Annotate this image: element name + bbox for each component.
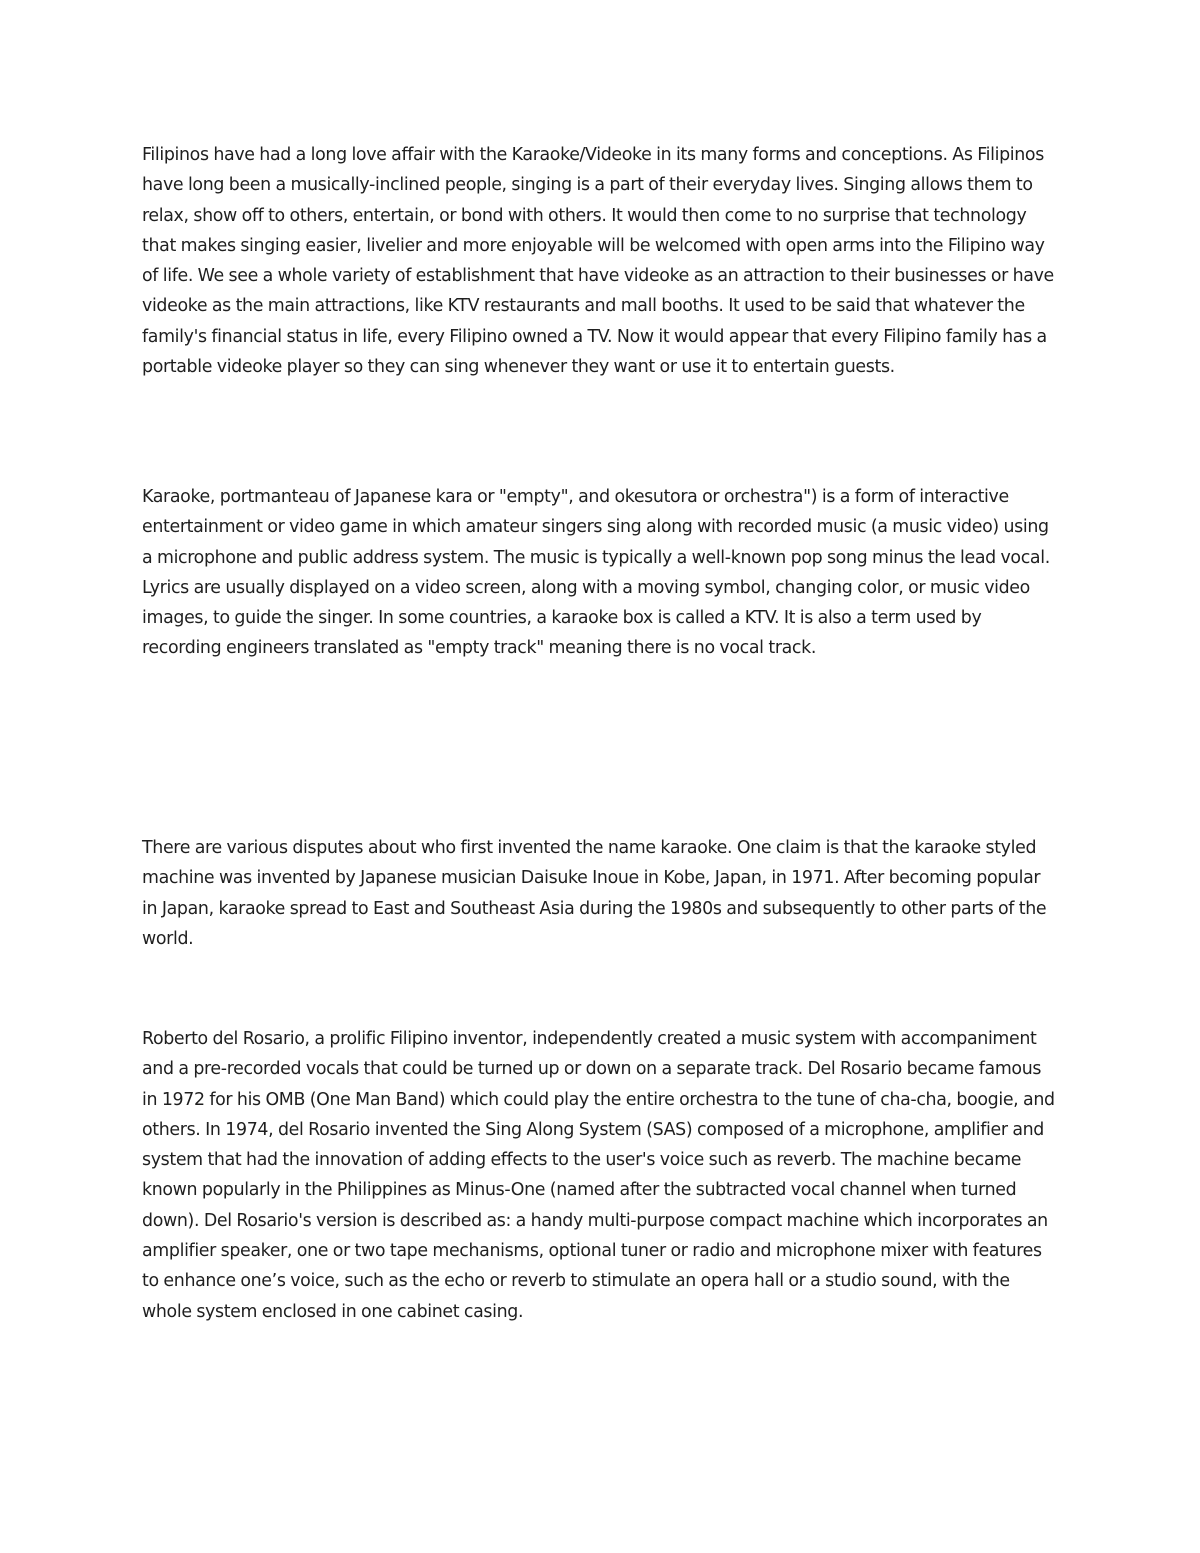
paragraph-del-rosario: Roberto del Rosario, a prolific Filipino inventor, independently created a music system with accompaniment and a pre-recorded vocals that could be turned up or down on a separate track. Del Rosario became famous in 1972 for his OMB (One Man Band) which could play the entire orchestra to the tune of cha-cha, boogie, and others. In 1974, del Rosario invented the Sing Along System (SAS) composed of a microphone, amplifier and system that had the innovation of adding effects to the user's voice such as reverb. The machine became known popularly in the Philippines as Minus-One (named after the subtracted vocal channel when turned down). Del Rosario's version is described as: a handy multi-purpose compact machine which incorporates an amplifier speaker, one or two tape mechanisms, optional tuner or radio and microphone mixer with features to enhance one’s voice, such as the echo or reverb to stimulate an opera hall or a studio sound, with the whole system enclosed in one cabinet casing. xyxy=(142,1029,1055,1322)
paragraph-filipino-videoke: Filipinos have had a long love affair with the Karaoke/Videoke in its many forms and conceptions. As Filipinos have long been a musically-inclined people, singing is a part of their everyday lives. Singing allows them to relax, show off to others, entertain, or bond with others. It would then come to no surprise that technology that makes singing easier, livelier and more enjoyable will be welcomed with open arms into the Filipino way of life. We see a whole variety of establishment that have videoke as an attraction to their businesses or have videoke as the main attractions, like KTV restaurants and mall booths. It used to be said that whatever the family's financial status in life, every Filipino owned a TV. Now it would appear that every Filipino family has a portable videoke player so they can sing whenever they want or use it to entertain guests. xyxy=(142,145,1054,378)
paragraph-karaoke-invention: There are various disputes about who first invented the name karaoke. One claim is that the karaoke styled machine was invented by Japanese musician Daisuke Inoue in Kobe, Japan, in 1971. After becoming popular in Japan, karaoke spread to East and Southeast Asia during the 1980s and subsequently to other parts of the world. xyxy=(142,838,1047,949)
paragraph-karaoke-definition: Karaoke, portmanteau of Japanese kara or "empty", and okesutora or orchestra") is a form of interactive entertainment or video game in which amateur singers sing along with recorded music (a music video) using a microphone and public address system. The music is typically a well-known pop song minus the lead vocal. Lyrics are usually displayed on a video screen, along with a moving symbol, changing color, or music video images, to guide the singer. In some countries, a karaoke box is called a KTV. It is also a term used by recording engineers translated as "empty track" meaning there is no vocal track. xyxy=(142,487,1050,659)
